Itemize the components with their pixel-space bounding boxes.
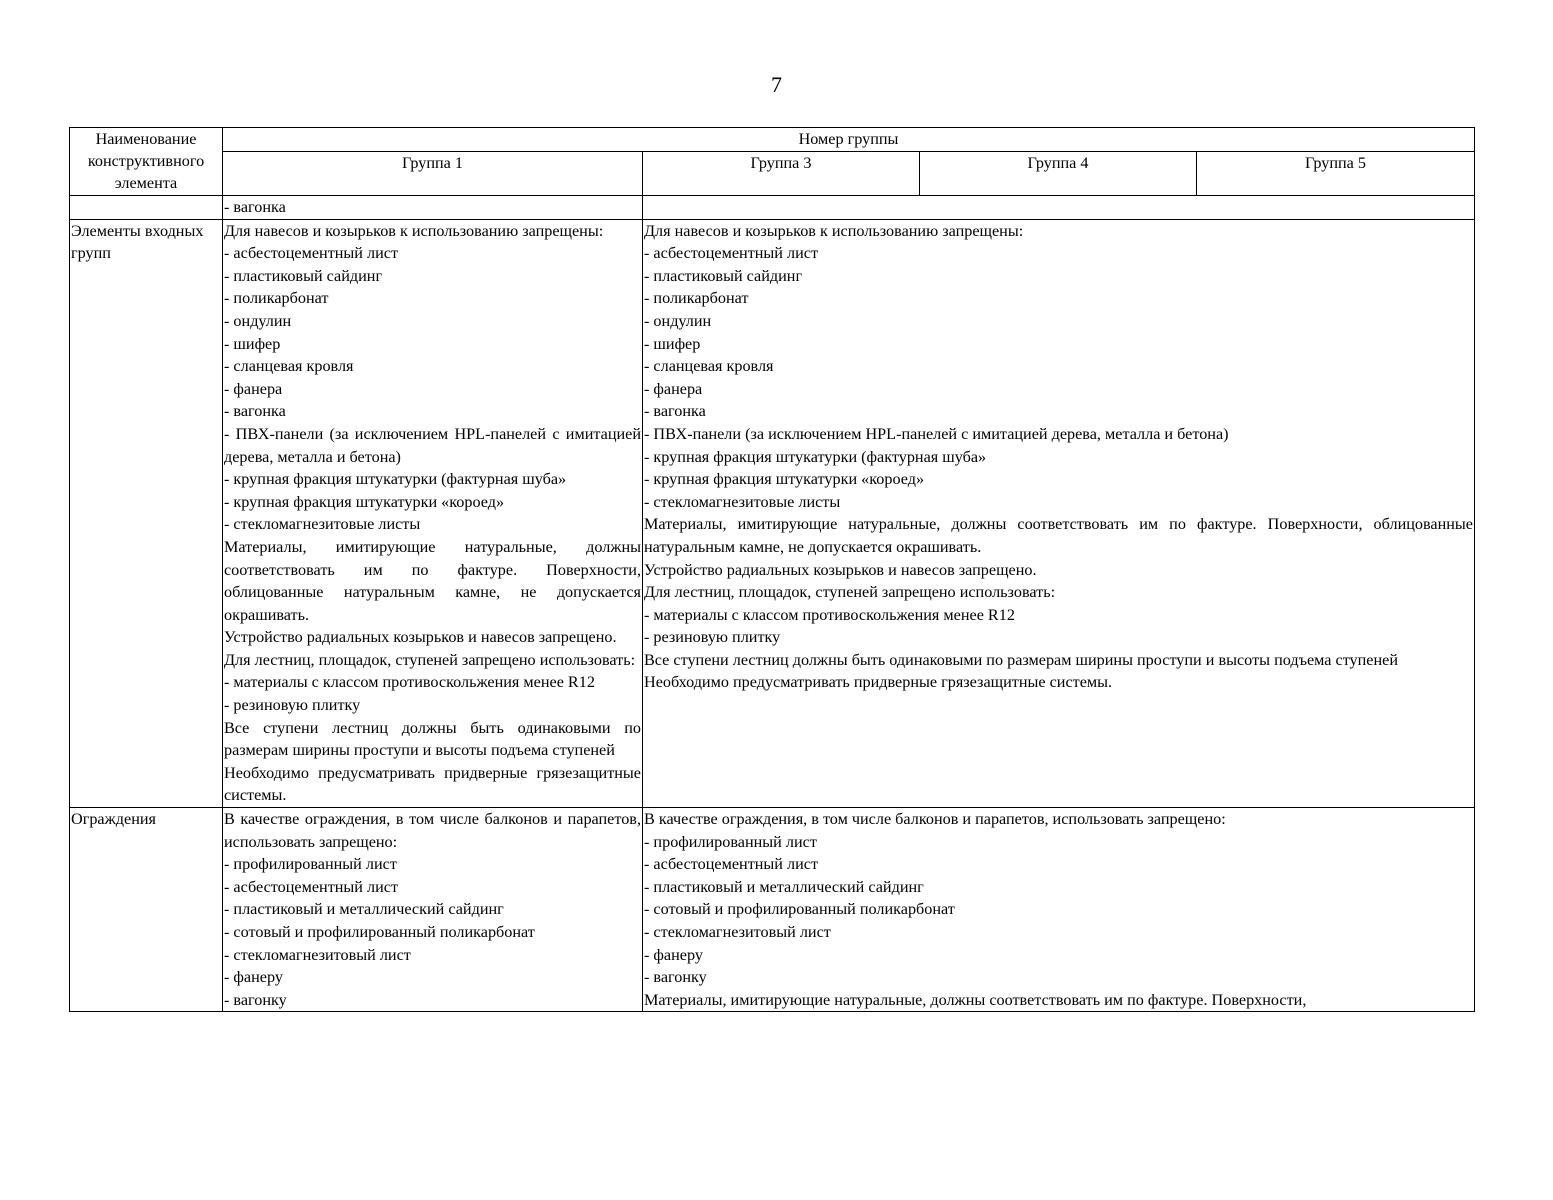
cell-line: Необходимо предусматривать придверные грязезащитные системы. bbox=[644, 673, 1113, 692]
cell-line: - ондулин bbox=[644, 311, 712, 330]
cell-line: - крупная фракция штукатурки «короед» bbox=[224, 492, 505, 511]
cell-line: - крупная фракция штукатурки (фактурная шуба» bbox=[644, 447, 987, 466]
cell-line: - асбестоцементный лист bbox=[224, 244, 399, 263]
cell-line: Необходимо предусматривать придверные грязезащитные системы. bbox=[224, 763, 641, 805]
group1-cell bbox=[223, 219, 643, 807]
row-name: Ограждения bbox=[70, 808, 223, 1012]
cell-line: Устройство радиальных козырьков и навесов запрещено. bbox=[224, 628, 617, 647]
cell-line: - фанера bbox=[224, 379, 283, 398]
cell-line: - вагонка bbox=[644, 402, 706, 421]
cell-line: - фанеру bbox=[644, 945, 703, 964]
cell-line: - профилированный лист bbox=[644, 832, 817, 851]
cell-line: Материалы, имитирующие натуральные, должны соответствовать им по фактуре. Поверхности, облицованные натуральным камне, не допускается окрашивать. bbox=[224, 537, 641, 624]
table-row bbox=[70, 196, 1475, 220]
cell-line: Все ступени лестниц должны быть одинаковыми по размерам ширины проступи и высоты подъема ступеней bbox=[644, 650, 1399, 669]
cell-line: - стекломагнезитовый лист bbox=[224, 945, 411, 964]
cell-line: В качестве ограждения, в том числе балконов и парапетов, использовать запрещено: bbox=[224, 810, 641, 851]
cell-line: - поликарбонат bbox=[224, 289, 329, 308]
cell-line: - профилированный лист bbox=[224, 855, 397, 874]
cell-line: Устройство радиальных козырьков и навесов запрещено. bbox=[644, 560, 1037, 579]
cell-line: - шифер bbox=[644, 334, 701, 353]
cell-line: - фанеру bbox=[224, 968, 283, 987]
header-group-1: Группа 1 bbox=[223, 152, 643, 196]
cell-line: - ПВХ-панели (за исключением HPL-панелей с имитацией дерева, металла и бетона) bbox=[224, 424, 641, 466]
cell-line: - вагонка bbox=[224, 198, 286, 216]
group345-cell bbox=[643, 196, 1475, 220]
cell-line: - резиновую плитку bbox=[644, 628, 781, 647]
cell-line: Для навесов и козырьков к использованию запрещены: bbox=[644, 221, 1024, 240]
group1-cell bbox=[223, 196, 643, 220]
cell-line: - крупная фракция штукатурки «короед» bbox=[644, 470, 925, 489]
cell-line: Все ступени лестниц должны быть одинаковыми по размерам ширины проступи и высоты подъема ступеней bbox=[224, 718, 641, 760]
row-name bbox=[70, 196, 223, 220]
cell-line: - асбестоцементный лист bbox=[644, 244, 819, 263]
cell-line: Для лестниц, площадок, ступеней запрещено использовать: bbox=[644, 583, 1056, 602]
cell-line: - пластиковый сайдинг bbox=[644, 266, 803, 285]
cell-line: - сотовый и профилированный поликарбонат bbox=[224, 923, 535, 941]
group345-cell bbox=[643, 808, 1475, 1012]
cell-line: - сотовый и профилированный поликарбонат bbox=[644, 900, 955, 919]
cell-line: - стекломагнезитовые листы bbox=[644, 492, 841, 511]
group345-cell bbox=[643, 219, 1475, 807]
requirements-table bbox=[69, 127, 1475, 1012]
header-group-5: Группа 5 bbox=[1197, 152, 1475, 196]
cell-line: - вагонка bbox=[224, 402, 286, 421]
cell-line: - стекломагнезитовые листы bbox=[224, 515, 421, 534]
header-row-top bbox=[70, 128, 1475, 152]
cell-line: - пластиковый и металлический сайдинг bbox=[224, 900, 504, 919]
table-row bbox=[70, 808, 1475, 1012]
table-row bbox=[70, 219, 1475, 807]
header-group-4: Группа 4 bbox=[920, 152, 1197, 196]
header-row-groups bbox=[70, 152, 1475, 196]
cell-line: Материалы, имитирующие натуральные, должны соответствовать им по фактуре. Поверхности, облицованные натуральным камне, не допускается окрашивать. bbox=[644, 515, 1473, 556]
page-number: 7 bbox=[771, 72, 782, 97]
cell-line: - вагонку bbox=[644, 968, 707, 987]
cell-line: - сланцевая кровля bbox=[224, 357, 354, 376]
cell-line: - асбестоцементный лист bbox=[644, 855, 819, 874]
header-group-3: Группа 3 bbox=[643, 152, 920, 196]
row-name: Элементы входных групп bbox=[70, 219, 223, 807]
cell-line: Для навесов и козырьков к использованию запрещены: bbox=[224, 221, 604, 240]
group1-cell bbox=[223, 808, 643, 1012]
cell-line: - ПВХ-панели (за исключением HPL-панелей с имитацией дерева, металла и бетона) bbox=[644, 424, 1229, 443]
cell-line: В качестве ограждения, в том числе балконов и парапетов, использовать запрещено: bbox=[644, 810, 1226, 829]
cell-line: - фанера bbox=[644, 379, 703, 398]
header-group-number: Номер группы bbox=[223, 128, 1475, 152]
cell-line: - поликарбонат bbox=[644, 289, 749, 308]
cell-line: - материалы с классом противоскольжения менее R12 bbox=[644, 605, 1015, 624]
cell-line: - стекломагнезитовый лист bbox=[644, 923, 831, 941]
cell-line: Для лестниц, площадок, ступеней запрещено использовать: bbox=[224, 650, 636, 669]
cell-line: - ондулин bbox=[224, 311, 292, 330]
header-element-name: Наименование конструктивного элемента bbox=[70, 128, 223, 196]
cell-line: - крупная фракция штукатурки (фактурная шуба» bbox=[224, 470, 567, 489]
cell-line: - материалы с классом противоскольжения менее R12 bbox=[224, 673, 595, 692]
cell-line: Материалы, имитирующие натуральные, должны соответствовать им по фактуре. Поверхности, bbox=[644, 990, 1307, 1009]
cell-line: - шифер bbox=[224, 334, 281, 353]
cell-line: - сланцевая кровля bbox=[644, 357, 774, 376]
cell-line: - резиновую плитку bbox=[224, 696, 361, 715]
cell-line: - вагонку bbox=[224, 990, 287, 1009]
cell-line: - пластиковый и металлический сайдинг bbox=[644, 877, 924, 896]
cell-line: - пластиковый сайдинг bbox=[224, 266, 383, 285]
cell-line: - асбестоцементный лист bbox=[224, 877, 399, 896]
